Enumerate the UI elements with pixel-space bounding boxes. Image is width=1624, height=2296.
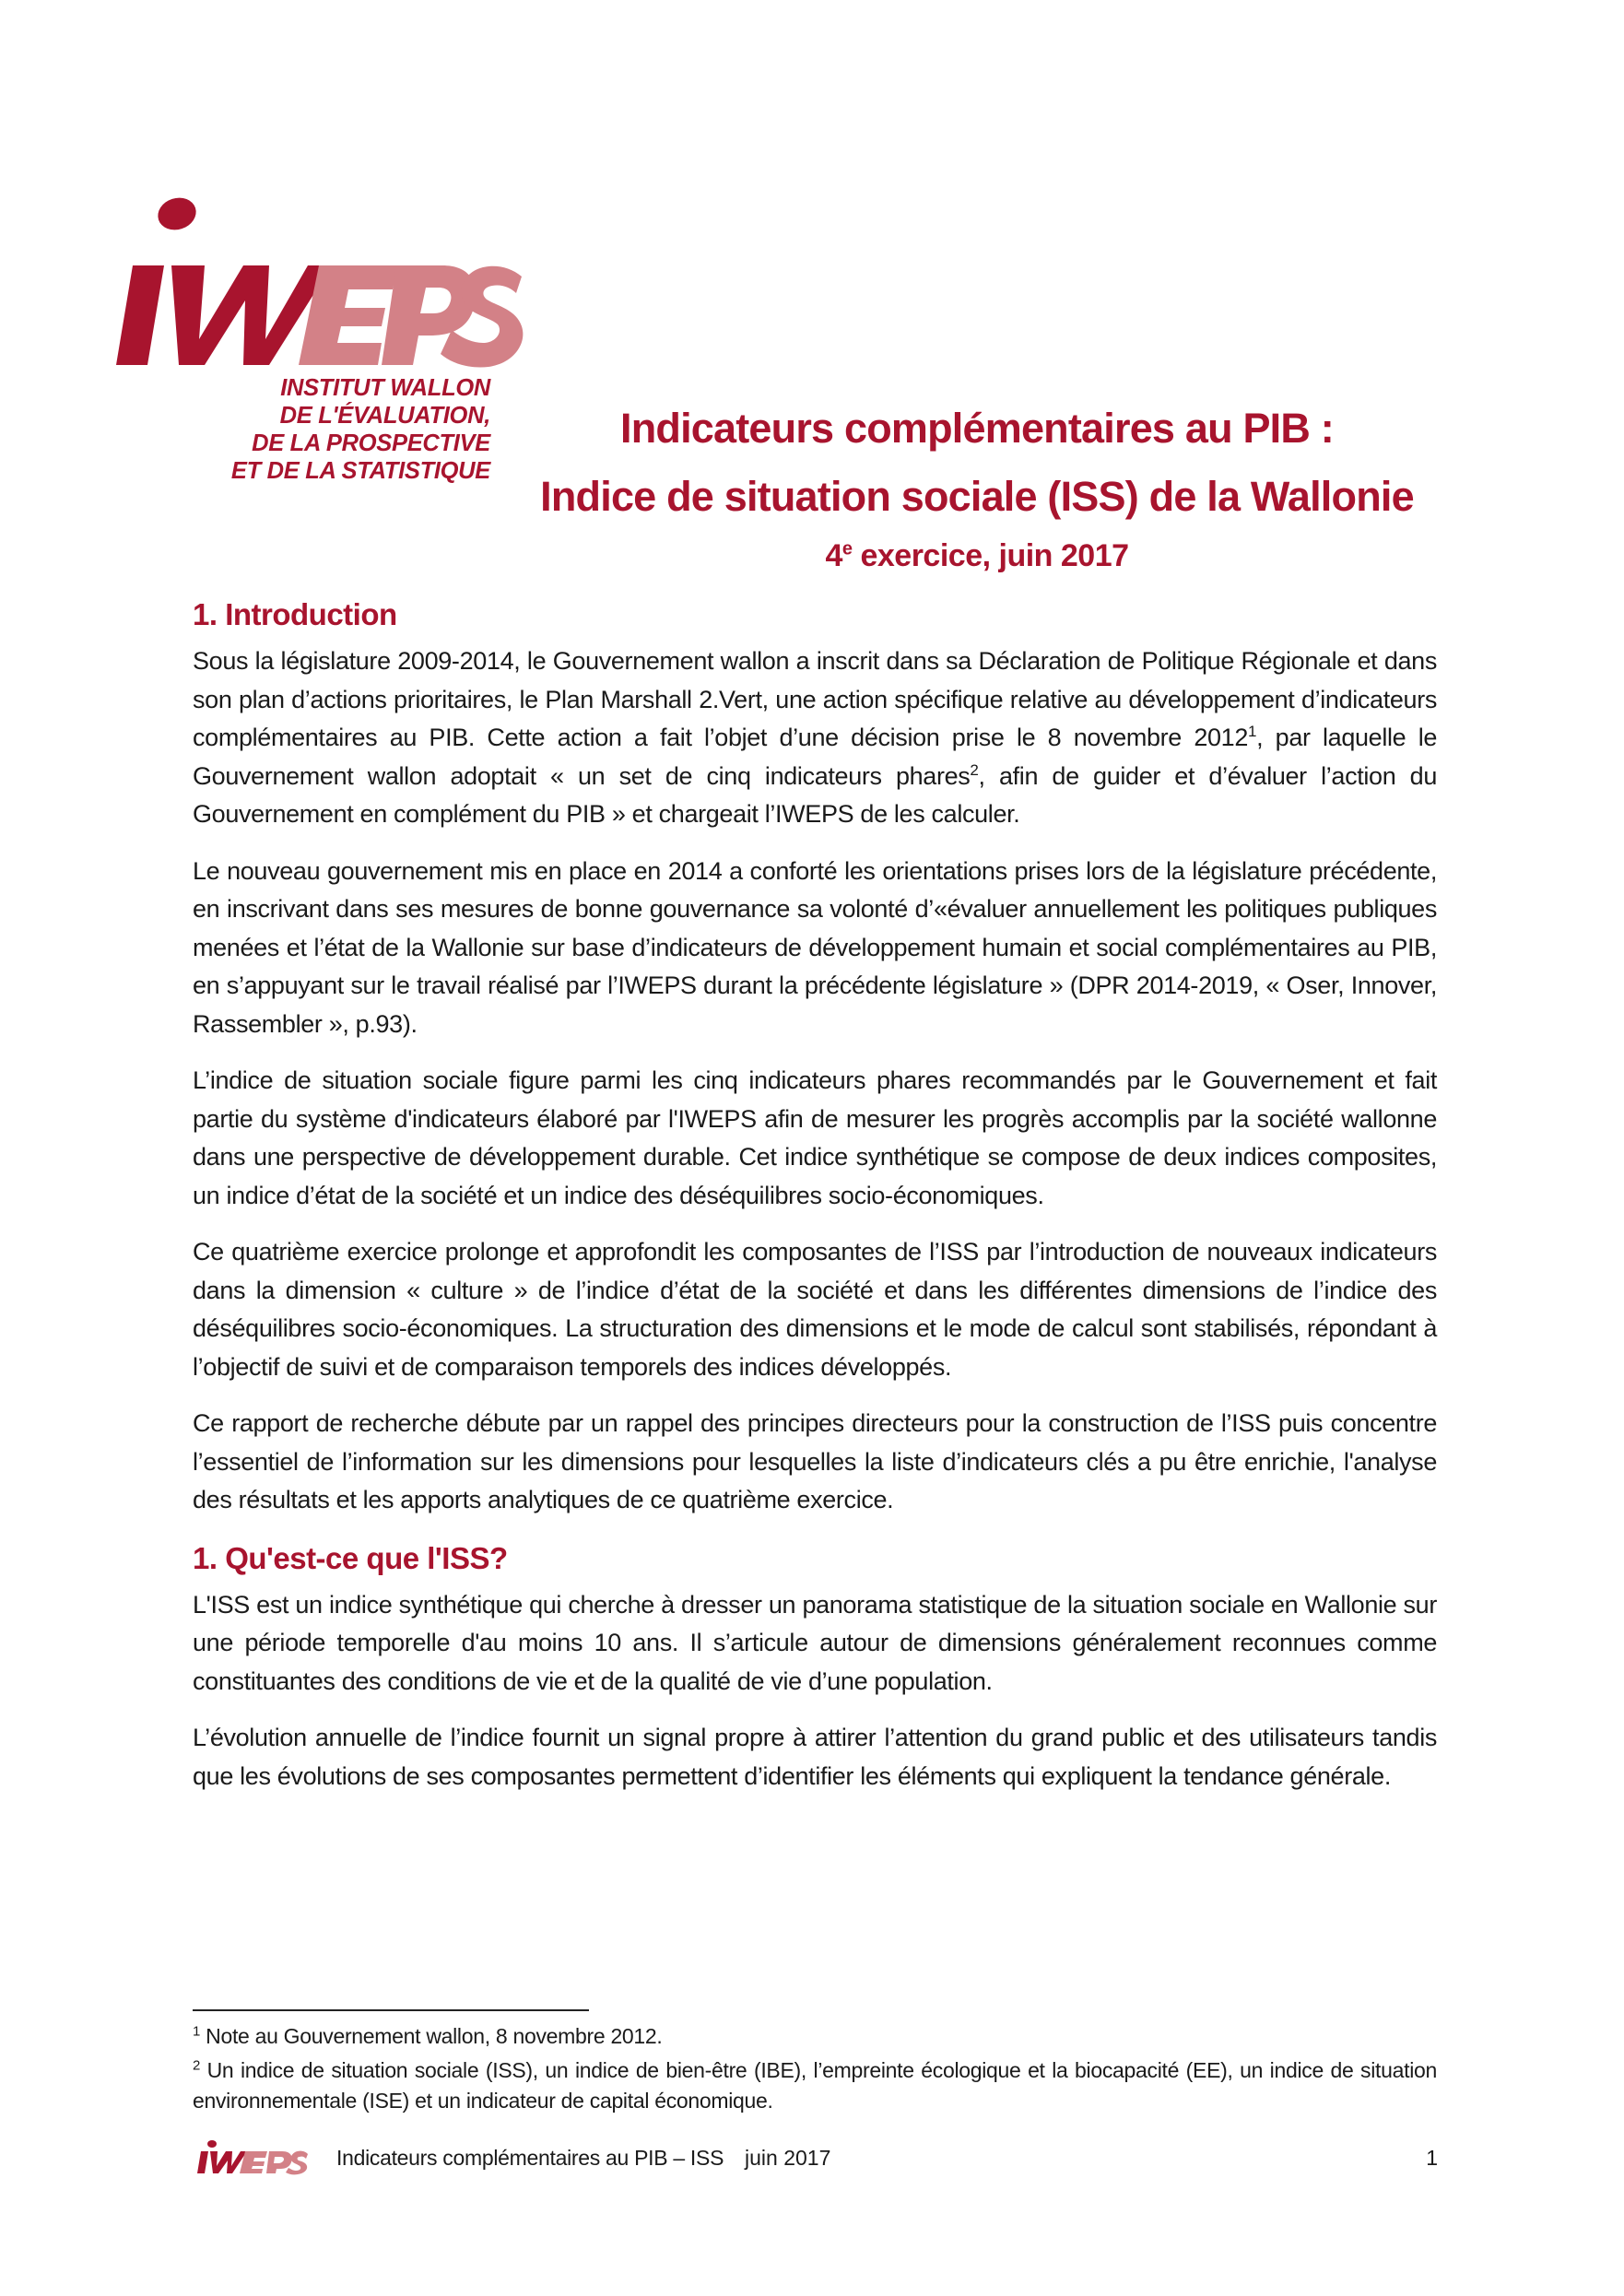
footnote-2: $^2$ Un indice de situation sociale (ISS), un indice de bien-être (IBE), l’empreinte écologique et la biocapacité (EE), un indice de situation environnementale (ISE) et un indicateur de capital économique. bbox=[193, 2057, 1437, 2113]
section-heading-introduction: 1. Introduction bbox=[193, 597, 397, 631]
footer-date: juin 2017 bbox=[745, 2146, 831, 2170]
page-footer bbox=[194, 2138, 1438, 2175]
intro-paragraph-5: Ce rapport de recherche débute par un rappel des principes directeurs pour la construction de l’ISS puis concentre l’essentiel de l’information sur les dimensions pour lesquelles la liste d’indicateurs clés a pu être enrichie, l'analyse des résultats et les apports analytiques de ce quatrième exercice. bbox=[193, 1409, 1437, 1513]
logo-line: INSTITUT WALLON bbox=[280, 375, 490, 401]
logo-line: DE LA PROSPECTIVE bbox=[252, 430, 490, 456]
subtitle-text: exercice, juin 2017 bbox=[852, 538, 1129, 573]
footnotes bbox=[193, 2021, 1437, 2120]
logo-line: ET DE LA STATISTIQUE bbox=[230, 458, 490, 484]
page-number: 1 bbox=[1426, 2146, 1438, 2170]
footnote-separator bbox=[193, 2009, 589, 2011]
footer-title: Indicateurs complémentaires au PIB – ISS bbox=[336, 2146, 724, 2170]
iweps-wordmark-icon bbox=[111, 192, 527, 376]
intro-paragraph-4: Ce quatrième exercice prolonge et approfondit les composantes de l’ISS par l’introduction de nouveaux indicateurs dans la dimension « culture » de l’indice d’état de la société et dans les différentes dimensions de l’indice des déséquilibres socio-économiques. La structuration des dimensions et le mode de calcul sont stabilisés, répondant à l’objectif de suivi et de comparaison temporels des indices développés. bbox=[193, 1238, 1437, 1381]
iweps-footer-logo-icon bbox=[194, 2138, 334, 2175]
document-subtitle bbox=[516, 538, 1438, 574]
footnote-ref-2[interactable]: 2 bbox=[970, 760, 979, 779]
footnote-1: $^1$ Note au Gouvernement wallon, 8 novembre 2012. bbox=[193, 2023, 663, 2048]
document-title-block bbox=[516, 394, 1438, 574]
document-body bbox=[193, 595, 1437, 1814]
subtitle-superscript: e bbox=[841, 538, 853, 559]
section-heading-what-is-iss: 1. Qu'est-ce que l'ISS? bbox=[193, 1540, 508, 1575]
intro-paragraph-3: L’indice de situation sociale figure parmi les cinq indicateurs phares recommandés par le Gouvernement et fait partie du système d'indicateurs élaboré par l'IWEPS afin de mesurer les progrès accomplis par la société wallonne dans une perspective de développement durable. Cet indice synthétique se compose de deux indices composites, un indice d’état de la société et un indice des déséquilibres socio-économiques. bbox=[193, 1066, 1437, 1209]
logo-line: DE L'ÉVALUATION, bbox=[279, 403, 490, 429]
subtitle-number: 4 bbox=[825, 538, 842, 573]
document-title-line2: Indice de situation sociale (ISS) de la Wallonie bbox=[540, 473, 1414, 520]
footnote-ref-1[interactable]: 1 bbox=[1248, 723, 1257, 740]
iss-paragraph-2: L’évolution annuelle de l’indice fournit un signal propre à attirer l’attention du grand public et des utilisateurs tandis que les évolutions de ses composantes permettent d’identifier les éléments qui expliquent la tendance générale. bbox=[193, 1724, 1437, 1790]
iss-paragraph-1: L'ISS est un indice synthétique qui cherche à dresser un panorama statistique de la situation sociale en Wallonie sur une période temporelle d'au moins 10 ans. Il s’articule autour de dimensions généralement reconnues comme constituantes des conditions de vie et de la qualité de vie d’une population. bbox=[193, 1590, 1437, 1695]
intro-paragraph-1: Sous la législature 2009-2014, le Gouvernement wallon a inscrit dans sa Déclaration de Politique Régionale et dans son plan d’actions prioritaires, le Plan Marshall 2.Vert, une action spécifique relative au développement d’indicateurs complémentaires au PIB. Cette action a fait l’objet d’une décision prise le 8 novembre 2012$^1$, par laquelle le Gouvernement wallon adoptait « un set de cinq indicateurs phares$^2$, afin de guider et d’évaluer l’action du Gouvernement en complément du PIB » et chargeait l’IWEPS de les calculer. bbox=[193, 647, 1438, 828]
iweps-logo bbox=[111, 192, 527, 505]
logo-institute-name bbox=[111, 374, 490, 485]
intro-paragraph-2: Le nouveau gouvernement mis en place en 2014 a conforté les orientations prises lors de la législature précédente, en inscrivant dans ses mesures de bonne gouvernance sa volonté d’«évaluer annuellement les politiques publiques menées et l’état de la Wallonie sur base d’indicateurs de développement humain et social complémentaires au PIB, en s’appuyant sur le travail réalisé par l’IWEPS durant la précédente législature » (DPR 2014-2019, « Oser, Innover, Rassembler », p.93). bbox=[193, 856, 1437, 1038]
document-title-line1: Indicateurs complémentaires au PIB : bbox=[620, 405, 1334, 452]
